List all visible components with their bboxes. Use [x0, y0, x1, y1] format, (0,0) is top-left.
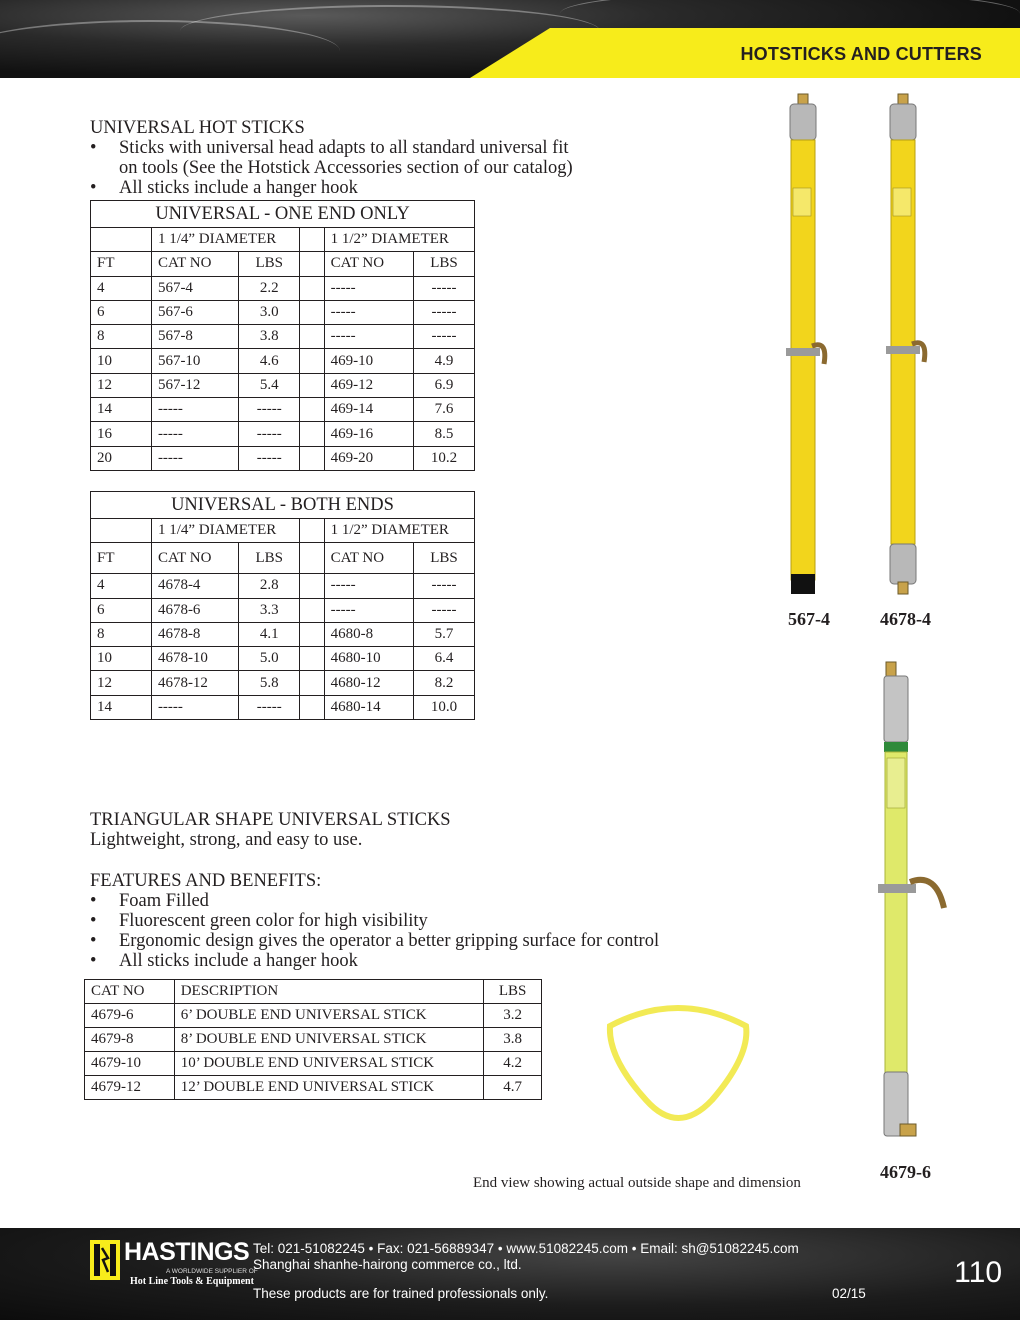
spacer-cell [300, 422, 324, 446]
table-cell: ----- [414, 300, 475, 324]
table-cell: ----- [239, 422, 300, 446]
table-cell: 10.2 [414, 446, 475, 470]
table-cell: 4679-8 [85, 1028, 175, 1052]
product-label-4679-6: 4679-6 [880, 1162, 931, 1182]
hotstick-4679-6-image [872, 658, 956, 1152]
bullet-text: on tools (See the Hotstick Accessories section of our catalog) [119, 158, 573, 178]
table-cell: ----- [324, 325, 413, 349]
table-header-row [91, 543, 475, 574]
table-cell: 567-10 [151, 349, 238, 373]
bullet-item [90, 178, 650, 199]
table-cell: ----- [151, 422, 238, 446]
table-cell: ----- [151, 695, 238, 719]
table-cell: ----- [414, 325, 475, 349]
bullet-item [90, 911, 710, 932]
table-row [91, 446, 475, 470]
table-cell: 10’ DOUBLE END UNIVERSAL STICK [174, 1052, 483, 1076]
spacer-cell [300, 519, 324, 543]
table-cell: 7.6 [414, 398, 475, 422]
spacer-cell [300, 398, 324, 422]
table-cell: 4679-12 [85, 1076, 175, 1100]
column-header: CAT NO [151, 543, 238, 574]
triangular-sticks-table [84, 979, 542, 1100]
universal-one-end-table [90, 200, 475, 471]
hastings-logo-icon [90, 1240, 120, 1280]
bullet-text: All sticks include a hanger hook [119, 178, 358, 198]
footer-disclaimer: These products are for trained professionals only. [253, 1286, 549, 1301]
spacer-cell [300, 325, 324, 349]
table-cell: 469-10 [324, 349, 413, 373]
footer-date-code: 02/15 [832, 1286, 866, 1301]
table-cell: ----- [414, 574, 475, 598]
column-header: FT [91, 543, 152, 574]
table-cell: 4678-8 [151, 622, 238, 646]
table-cell: 5.7 [414, 622, 475, 646]
table-header-row [91, 252, 475, 276]
table-cell: ----- [239, 695, 300, 719]
logo-tagline: A WORLDWIDE SUPPLIER OF [166, 1268, 258, 1275]
table-row [91, 671, 475, 695]
table-cell: ----- [414, 598, 475, 622]
column-header: CAT NO [324, 543, 413, 574]
bullet-text: Ergonomic design gives the operator a better gripping surface for control [119, 931, 660, 951]
spacer-cell [300, 671, 324, 695]
table-cell: 8.5 [414, 422, 475, 446]
universal-heading: UNIVERSAL HOT STICKS [90, 118, 305, 138]
table-row [85, 1028, 542, 1052]
table-cell: 4679-6 [85, 1004, 175, 1028]
spacer-cell [300, 252, 324, 276]
column-header: LBS [414, 543, 475, 574]
table-cell: 5.0 [239, 647, 300, 671]
spacer-cell [300, 598, 324, 622]
table-cell: 14 [91, 695, 152, 719]
empty-cell [91, 519, 152, 543]
bullet-item [90, 138, 650, 159]
spacer-cell [300, 446, 324, 470]
column-header: LBS [484, 980, 542, 1004]
table-cell: ----- [324, 598, 413, 622]
table-row [91, 398, 475, 422]
bullet-text: Fluorescent green color for high visibility [119, 911, 428, 931]
table-cell: ----- [414, 276, 475, 300]
table-row [85, 1052, 542, 1076]
bullet-text: All sticks include a hanger hook [119, 951, 358, 971]
table-cell: 10.0 [414, 695, 475, 719]
table-cell: 6.4 [414, 647, 475, 671]
table-cell: 4.7 [484, 1076, 542, 1100]
bullet-item [90, 891, 710, 912]
spacer-cell [300, 300, 324, 324]
section-title: HOTSTICKS AND CUTTERS [740, 44, 982, 64]
table-cell: 469-16 [324, 422, 413, 446]
table-cell: 5.4 [239, 373, 300, 397]
table-cell: 567-8 [151, 325, 238, 349]
hastings-logo-text: HASTINGS [124, 1238, 250, 1266]
table-cell: 469-12 [324, 373, 413, 397]
bullet-dot: • [90, 178, 97, 198]
table-cell: 469-20 [324, 446, 413, 470]
table-caption: UNIVERSAL - BOTH ENDS [91, 492, 475, 519]
end-view-caption: End view showing actual outside shape and dimension [473, 1175, 801, 1191]
table-row [85, 1004, 542, 1028]
table-cell: 4679-10 [85, 1052, 175, 1076]
table-cell: 5.8 [239, 671, 300, 695]
table-cell: 12’ DOUBLE END UNIVERSAL STICK [174, 1076, 483, 1100]
spacer-cell [300, 228, 324, 252]
page-footer [0, 1228, 1020, 1320]
spacer-cell [300, 543, 324, 574]
table-cell: 10 [91, 349, 152, 373]
table-cell: 6.9 [414, 373, 475, 397]
empty-cell [91, 228, 152, 252]
table-cell: 6 [91, 598, 152, 622]
spacer-cell [300, 373, 324, 397]
footer-company: Shanghai shanhe-hairong commerce co., ltd. [253, 1257, 522, 1272]
product-label-567-4: 567-4 [788, 609, 830, 629]
table-cell: 8 [91, 622, 152, 646]
table-cell: 3.8 [484, 1028, 542, 1052]
spacer-cell [300, 276, 324, 300]
features-heading: FEATURES AND BENEFITS: [90, 871, 322, 891]
table-row [91, 574, 475, 598]
table-cell: 8.2 [414, 671, 475, 695]
bullet-dot: • [90, 891, 97, 911]
diameter-header: 1 1/4” DIAMETER [151, 228, 299, 252]
table-row [91, 300, 475, 324]
table-cell: ----- [151, 398, 238, 422]
table-cell: 8 [91, 325, 152, 349]
bullet-dot: • [90, 911, 97, 931]
table-cell: 4 [91, 574, 152, 598]
table-cell: 4.6 [239, 349, 300, 373]
bullet-continuation [90, 158, 650, 179]
spacer-cell [300, 574, 324, 598]
logo-tagline-2: Hot Line Tools & Equipment [130, 1276, 254, 1287]
table-cell: ----- [151, 446, 238, 470]
table-cell: ----- [324, 574, 413, 598]
bullet-text: Sticks with universal head adapts to all standard universal fit [119, 138, 569, 158]
column-header: LBS [414, 252, 475, 276]
product-label-4678-4: 4678-4 [880, 609, 931, 629]
table-row [91, 695, 475, 719]
table-row [91, 325, 475, 349]
table-cell: ----- [239, 446, 300, 470]
table-cell: 3.0 [239, 300, 300, 324]
table-caption: UNIVERSAL - ONE END ONLY [91, 201, 475, 228]
table-cell: 4678-12 [151, 671, 238, 695]
spacer-cell [300, 695, 324, 719]
hotstick-4678-4-image [878, 88, 930, 600]
spacer-cell [300, 647, 324, 671]
bullet-dot: • [90, 951, 97, 971]
table-cell: 4678-10 [151, 647, 238, 671]
table-cell: 4.1 [239, 622, 300, 646]
table-cell: ----- [239, 398, 300, 422]
table-cell: 4680-8 [324, 622, 413, 646]
universal-both-ends-table [90, 491, 475, 720]
table-cell: 10 [91, 647, 152, 671]
table-cell: 567-12 [151, 373, 238, 397]
table-row [85, 1076, 542, 1100]
table-row [91, 622, 475, 646]
table-cell: 20 [91, 446, 152, 470]
footer-contact: Tel: 021-51082245 • Fax: 021-56889347 • www.51082245.com • Email: sh@51082245.com [253, 1241, 799, 1256]
column-header: DESCRIPTION [174, 980, 483, 1004]
table-cell: 6 [91, 300, 152, 324]
page-header [0, 0, 1020, 78]
hotstick-567-4-image [778, 88, 830, 600]
table-cell: 4 [91, 276, 152, 300]
column-header: FT [91, 252, 152, 276]
table-cell: 4680-10 [324, 647, 413, 671]
triangular-subheading: Lightweight, strong, and easy to use. [90, 830, 363, 850]
table-cell: 8’ DOUBLE END UNIVERSAL STICK [174, 1028, 483, 1052]
column-header: CAT NO [324, 252, 413, 276]
column-header: CAT NO [85, 980, 175, 1004]
spacer-cell [300, 622, 324, 646]
table-row [91, 598, 475, 622]
table-cell: 4678-4 [151, 574, 238, 598]
table-row [91, 647, 475, 671]
end-view-shape-image [600, 996, 760, 1130]
triangular-heading: TRIANGULAR SHAPE UNIVERSAL STICKS [90, 810, 451, 830]
column-header: LBS [239, 543, 300, 574]
bullet-text: Foam Filled [119, 891, 209, 911]
table-cell: 12 [91, 373, 152, 397]
table-cell: 3.2 [484, 1004, 542, 1028]
table-row [91, 276, 475, 300]
table-cell: 6’ DOUBLE END UNIVERSAL STICK [174, 1004, 483, 1028]
table-cell: 4.2 [484, 1052, 542, 1076]
table-cell: 16 [91, 422, 152, 446]
table-cell: 4680-14 [324, 695, 413, 719]
table-cell: 4.9 [414, 349, 475, 373]
table-cell: ----- [324, 300, 413, 324]
table-row [91, 422, 475, 446]
table-cell: 4678-6 [151, 598, 238, 622]
table-cell: 469-14 [324, 398, 413, 422]
table-row [91, 373, 475, 397]
page-number: 110 [954, 1256, 1002, 1289]
table-cell: 567-6 [151, 300, 238, 324]
hastings-logo-mark [90, 1240, 120, 1280]
column-header: LBS [239, 252, 300, 276]
spacer-cell [300, 349, 324, 373]
bullet-item [90, 931, 710, 952]
column-header: CAT NO [151, 252, 238, 276]
table-cell: 3.8 [239, 325, 300, 349]
bullet-dot: • [90, 138, 97, 158]
table-cell: ----- [324, 276, 413, 300]
table-cell: 567-4 [151, 276, 238, 300]
table-cell: 3.3 [239, 598, 300, 622]
diameter-header: 1 1/2” DIAMETER [324, 519, 474, 543]
diameter-header: 1 1/4” DIAMETER [151, 519, 299, 543]
bullet-dot: • [90, 931, 97, 951]
bullet-item [90, 951, 710, 972]
table-cell: 12 [91, 671, 152, 695]
table-row [91, 349, 475, 373]
table-cell: 2.8 [239, 574, 300, 598]
table-header-row [85, 980, 542, 1004]
table-cell: 14 [91, 398, 152, 422]
diameter-header: 1 1/2” DIAMETER [324, 228, 474, 252]
table-cell: 4680-12 [324, 671, 413, 695]
table-cell: 2.2 [239, 276, 300, 300]
